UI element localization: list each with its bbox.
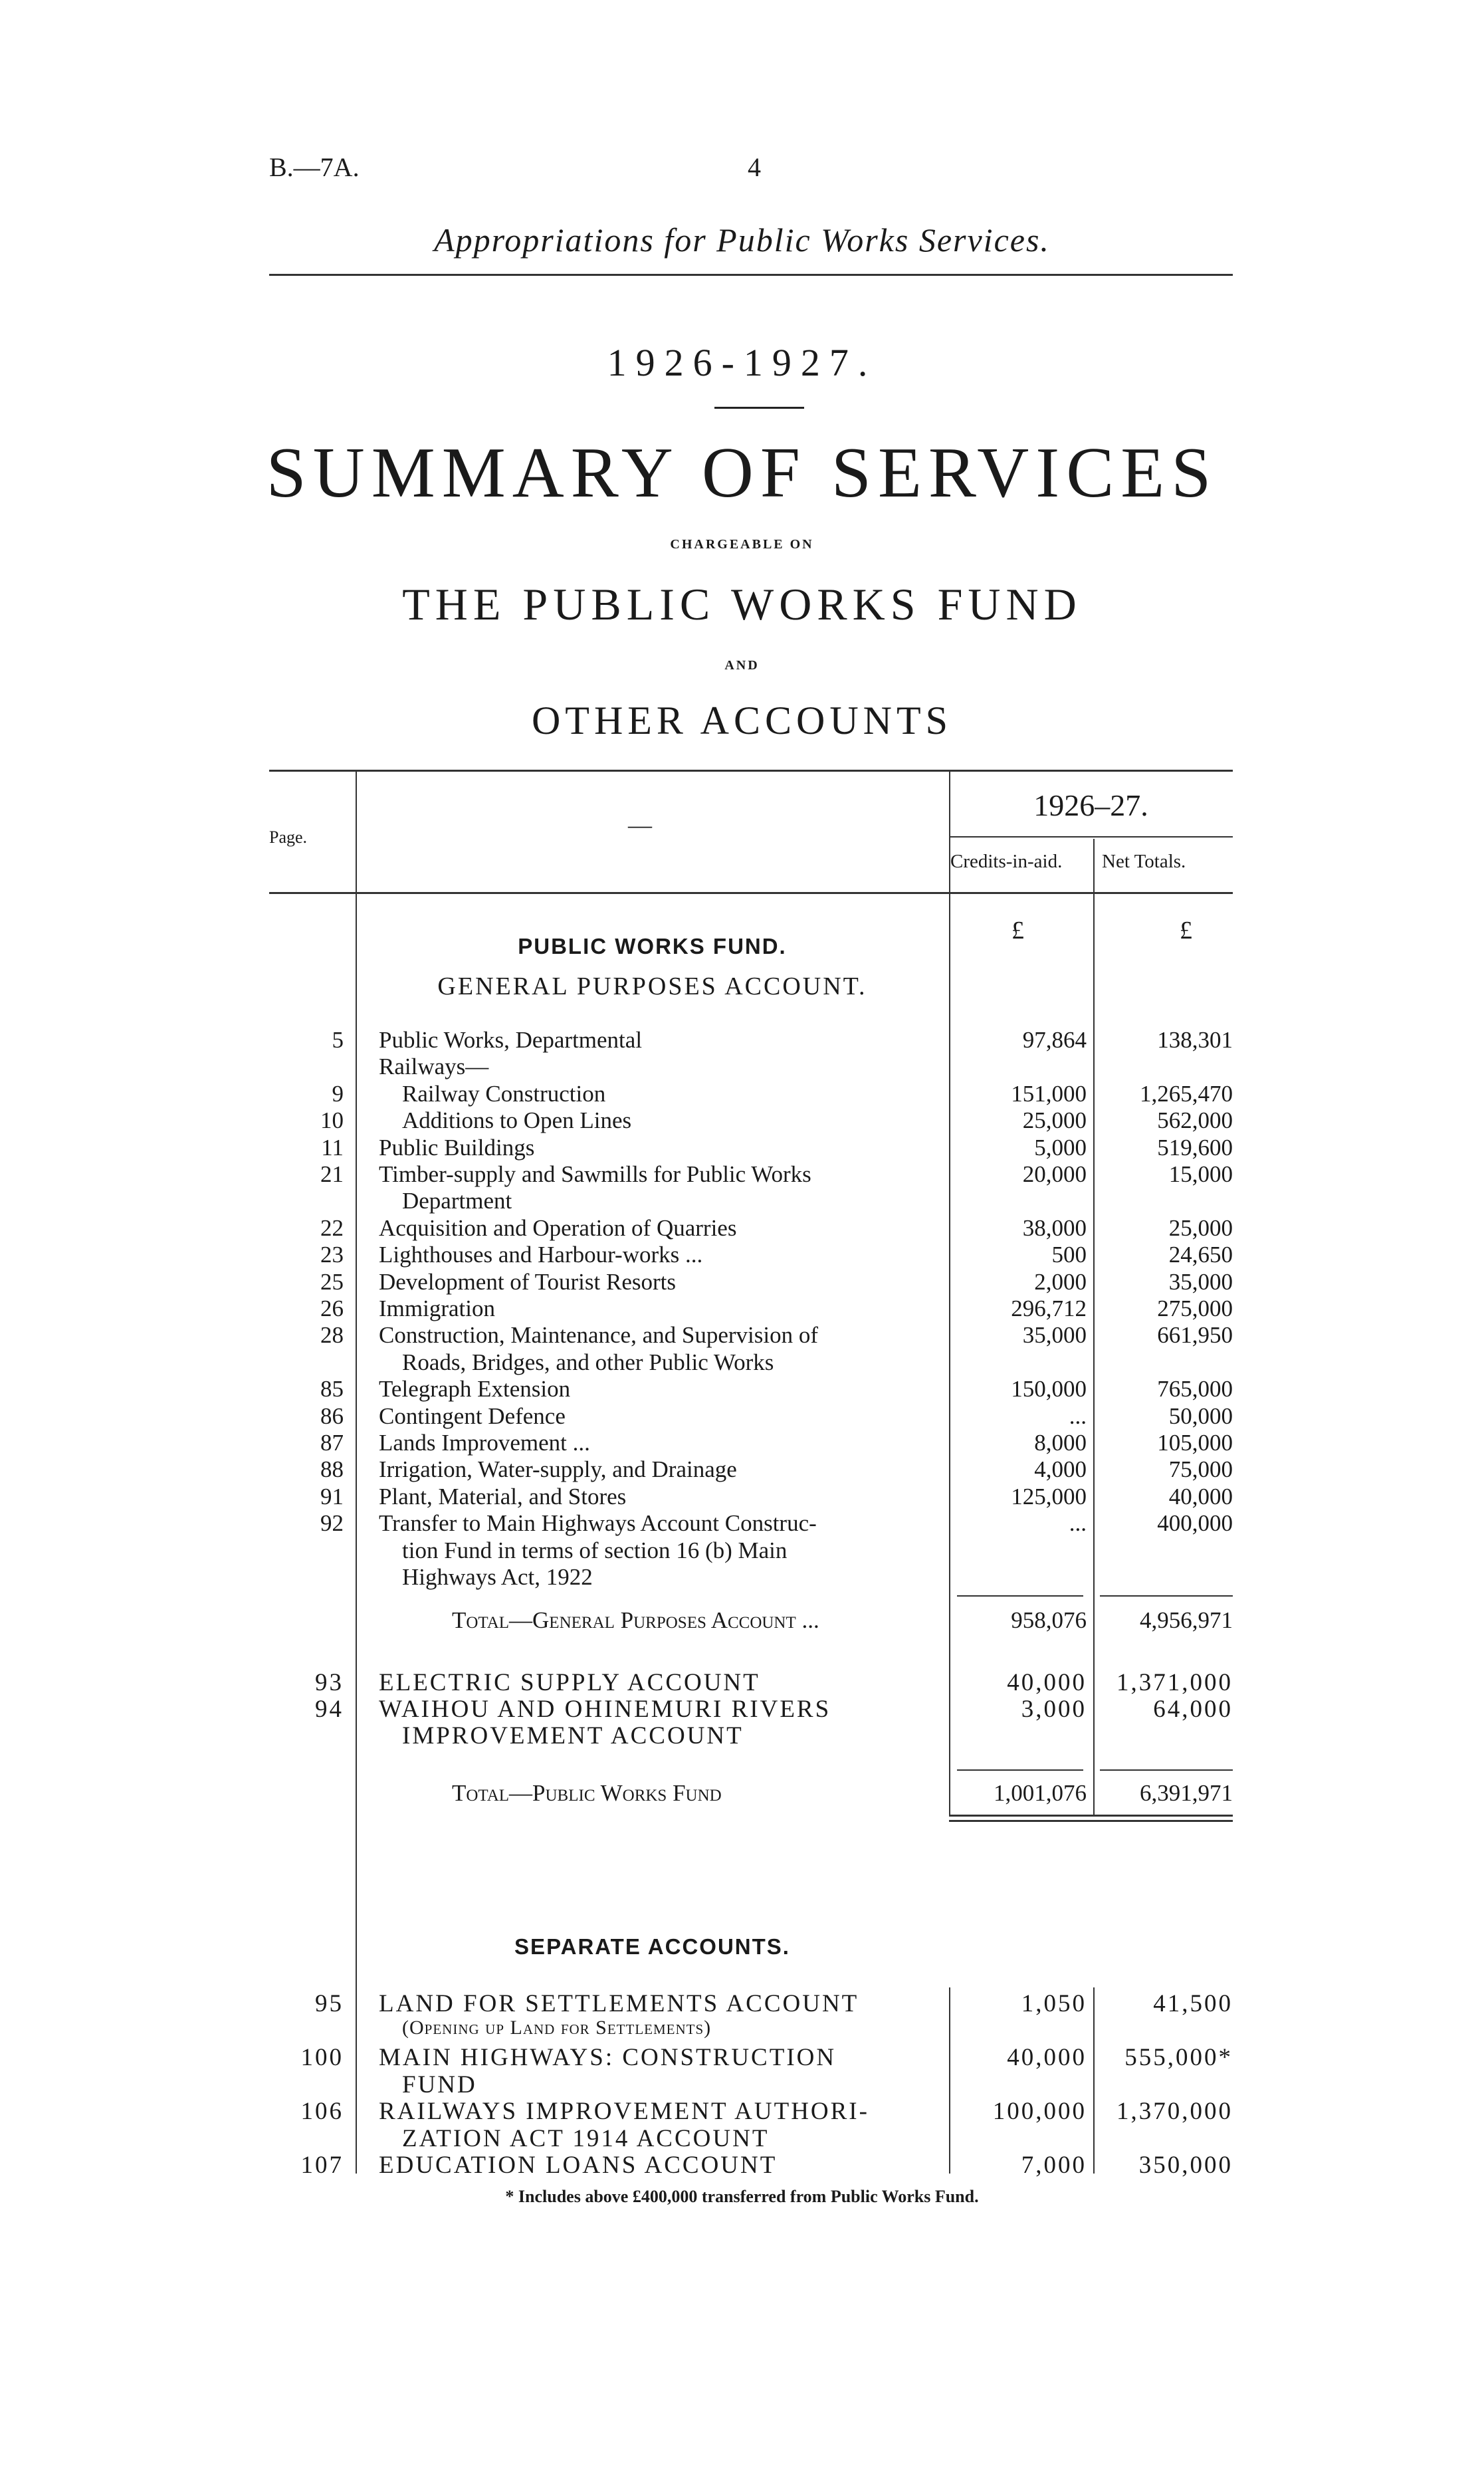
row-net: 661,950 bbox=[1157, 1322, 1233, 1349]
total-rule-credits bbox=[957, 1769, 1083, 1771]
row-net: 35,000 bbox=[1168, 1268, 1233, 1295]
row-description: (Opening up Land for Settlements) bbox=[402, 2016, 712, 2039]
table-row bbox=[269, 1161, 1233, 1188]
table-row bbox=[269, 2097, 1233, 2124]
double-rule-1 bbox=[949, 1815, 1233, 1817]
row-net: 275,000 bbox=[1157, 1295, 1233, 1321]
row-page: 22 bbox=[320, 1214, 344, 1241]
row-description: Public Works, Departmental bbox=[379, 1027, 643, 1053]
row-page: 25 bbox=[320, 1268, 344, 1295]
row-description: LAND FOR SETTLEMENTS ACCOUNT bbox=[379, 1990, 859, 2017]
row-description: Additions to Open Lines bbox=[402, 1107, 632, 1134]
row-description: Public Buildings bbox=[379, 1134, 535, 1161]
table-row bbox=[269, 1989, 1233, 2016]
row-net: 138,301 bbox=[1157, 1027, 1233, 1053]
row-net: 41,500 bbox=[1153, 1990, 1233, 2017]
total-public-works-label: Total—Public Works Fund bbox=[452, 1780, 722, 1806]
table-row bbox=[269, 1188, 1233, 1214]
document-reference: B.—7A. bbox=[269, 152, 360, 182]
column-header-year: 1926–27. bbox=[1033, 788, 1148, 822]
table-row bbox=[269, 1081, 1233, 1107]
row-credits: ... bbox=[1069, 1510, 1087, 1537]
total-general-purposes-label: Total—General Purposes Account ... bbox=[452, 1607, 819, 1633]
table-row bbox=[269, 1322, 1233, 1349]
table-row bbox=[269, 1376, 1233, 1402]
row-description: Construction, Maintenance, and Supervision of bbox=[379, 1322, 818, 1349]
row-description: EDUCATION LOANS ACCOUNT bbox=[379, 2152, 778, 2179]
row-description: ZATION ACT 1914 ACCOUNT bbox=[402, 2124, 770, 2152]
row-credits: 3,000 bbox=[1021, 1696, 1087, 1723]
row-page: 26 bbox=[320, 1295, 344, 1321]
chargeable-label: CHARGEABLE ON bbox=[670, 537, 814, 552]
table-row bbox=[269, 2124, 1233, 2151]
row-net: 40,000 bbox=[1168, 1483, 1233, 1510]
row-page: 11 bbox=[321, 1134, 344, 1161]
row-credits: 40,000 bbox=[1007, 1669, 1087, 1696]
row-credits: 151,000 bbox=[1011, 1080, 1087, 1107]
total-public-works-row bbox=[269, 1780, 1233, 1807]
table-top-rule bbox=[269, 770, 1233, 772]
title-divider bbox=[714, 407, 804, 409]
row-credits: 25,000 bbox=[1022, 1107, 1087, 1134]
row-credits: 97,864 bbox=[1022, 1027, 1087, 1053]
page-number: 4 bbox=[748, 152, 761, 182]
table-row bbox=[269, 1564, 1233, 1591]
row-credits: 4,000 bbox=[1034, 1456, 1087, 1483]
row-description: Railways— bbox=[379, 1054, 489, 1080]
row-net: 400,000 bbox=[1157, 1510, 1233, 1537]
table-row bbox=[269, 2043, 1233, 2070]
row-description: Transfer to Main Highways Account Construc- bbox=[379, 1510, 817, 1537]
row-description: RAILWAYS IMPROVEMENT AUTHORI- bbox=[379, 2098, 869, 2125]
row-page: 94 bbox=[315, 1696, 344, 1723]
credits-unit: £ bbox=[1011, 917, 1024, 945]
table-row bbox=[269, 2151, 1233, 2178]
row-credits: 40,000 bbox=[1007, 2044, 1087, 2071]
table-row bbox=[269, 1054, 1233, 1080]
summary-title: SUMMARY OF SERVICES bbox=[266, 433, 1218, 512]
general-purposes-heading: GENERAL PURPOSES ACCOUNT. bbox=[437, 972, 867, 1000]
total-general-purposes-credits: 958,076 bbox=[1011, 1607, 1087, 1633]
table-row bbox=[269, 1349, 1233, 1376]
year-header-rule bbox=[949, 836, 1233, 838]
row-page: 106 bbox=[300, 2098, 344, 2125]
table-row bbox=[269, 1456, 1233, 1483]
column-header-net: Net Totals. bbox=[1102, 851, 1186, 872]
column-header-page: Page. bbox=[269, 828, 308, 847]
total-general-purposes-net: 4,956,971 bbox=[1140, 1607, 1233, 1633]
row-credits: ... bbox=[1069, 1402, 1087, 1429]
row-page: 5 bbox=[332, 1027, 344, 1053]
column-header-description: — bbox=[628, 812, 652, 838]
row-description: FUND bbox=[402, 2071, 477, 2098]
row-description: Development of Tourist Resorts bbox=[379, 1268, 676, 1295]
subtotal-rule-credits bbox=[957, 1595, 1083, 1597]
row-net: 1,370,000 bbox=[1116, 2098, 1233, 2125]
row-credits: 8,000 bbox=[1034, 1430, 1087, 1456]
table-row bbox=[269, 1722, 1233, 1748]
row-description: Irrigation, Water-supply, and Drainage bbox=[379, 1456, 737, 1483]
row-description: Immigration bbox=[379, 1295, 495, 1321]
row-net: 765,000 bbox=[1157, 1376, 1233, 1402]
row-net: 105,000 bbox=[1157, 1430, 1233, 1456]
year-heading: 1926-1927. bbox=[607, 341, 877, 384]
table-row bbox=[269, 1510, 1233, 1537]
row-net: 64,000 bbox=[1153, 1696, 1233, 1723]
subtotal-rule-net bbox=[1100, 1595, 1233, 1597]
row-credits: 296,712 bbox=[1011, 1295, 1087, 1321]
row-description: ELECTRIC SUPPLY ACCOUNT bbox=[379, 1669, 760, 1696]
row-description: MAIN HIGHWAYS: CONSTRUCTION bbox=[379, 2044, 837, 2071]
row-description: WAIHOU AND OHINEMURI RIVERS bbox=[379, 1696, 831, 1723]
fund-title: THE PUBLIC WORKS FUND bbox=[402, 579, 1082, 629]
row-credits: 500 bbox=[1051, 1242, 1087, 1268]
header-rule bbox=[269, 274, 1233, 276]
row-credits: 2,000 bbox=[1034, 1268, 1087, 1295]
row-page: 93 bbox=[315, 1669, 344, 1696]
row-page: 85 bbox=[320, 1376, 344, 1402]
row-page: 28 bbox=[320, 1322, 344, 1349]
row-net: 50,000 bbox=[1168, 1402, 1233, 1429]
column-header-credits: Credits-in-aid. bbox=[950, 851, 1063, 872]
row-net: 75,000 bbox=[1168, 1456, 1233, 1483]
row-net: 562,000 bbox=[1157, 1107, 1233, 1134]
row-description: Roads, Bridges, and other Public Works bbox=[402, 1349, 774, 1375]
total-public-works-credits: 1,001,076 bbox=[994, 1780, 1087, 1806]
total-general-purposes-row bbox=[269, 1607, 1233, 1634]
table-row bbox=[269, 1403, 1233, 1430]
row-credits: 1,050 bbox=[1021, 1990, 1087, 2017]
row-page: 87 bbox=[320, 1430, 344, 1456]
other-accounts-title: OTHER ACCOUNTS bbox=[531, 699, 953, 742]
table-head-rule bbox=[269, 892, 1233, 894]
row-description: Telegraph Extension bbox=[379, 1376, 571, 1402]
separate-accounts-heading: SEPARATE ACCOUNTS. bbox=[514, 1934, 790, 1959]
row-description: IMPROVEMENT ACCOUNT bbox=[402, 1722, 744, 1749]
row-page: 107 bbox=[300, 2152, 344, 2179]
and-label: AND bbox=[724, 658, 760, 673]
row-page: 9 bbox=[332, 1080, 344, 1107]
row-page: 86 bbox=[320, 1402, 344, 1429]
row-page: 21 bbox=[320, 1161, 344, 1187]
row-credits: 35,000 bbox=[1022, 1322, 1087, 1349]
table-row bbox=[269, 1242, 1233, 1268]
row-net: 519,600 bbox=[1157, 1134, 1233, 1161]
row-description: Department bbox=[402, 1188, 512, 1214]
row-credits: 38,000 bbox=[1022, 1214, 1087, 1241]
total-public-works-net: 6,391,971 bbox=[1140, 1780, 1233, 1806]
table-row bbox=[269, 2017, 1233, 2043]
row-net: 25,000 bbox=[1168, 1214, 1233, 1241]
net-unit: £ bbox=[1180, 917, 1192, 945]
table-row bbox=[269, 1668, 1233, 1695]
running-title: Appropriations for Public Works Services. bbox=[434, 221, 1050, 259]
row-credits: 20,000 bbox=[1022, 1161, 1087, 1187]
row-net: 1,265,470 bbox=[1140, 1080, 1233, 1107]
table-row bbox=[269, 2071, 1233, 2097]
table-row bbox=[269, 1269, 1233, 1295]
double-rule-2 bbox=[949, 1820, 1233, 1822]
row-credits: 150,000 bbox=[1011, 1376, 1087, 1402]
row-page: 92 bbox=[320, 1510, 344, 1537]
table-row bbox=[269, 1215, 1233, 1242]
row-page: 91 bbox=[320, 1483, 344, 1510]
table-row bbox=[269, 1295, 1233, 1322]
row-description: tion Fund in terms of section 16 (b) Main bbox=[402, 1537, 788, 1563]
public-works-heading: PUBLIC WORKS FUND. bbox=[518, 934, 787, 958]
row-credits: 5,000 bbox=[1034, 1134, 1087, 1161]
row-net: 24,650 bbox=[1168, 1242, 1233, 1268]
row-credits: 100,000 bbox=[992, 2098, 1087, 2125]
table-row bbox=[269, 1027, 1233, 1054]
row-description: Plant, Material, and Stores bbox=[379, 1483, 627, 1510]
row-description: Lighthouses and Harbour-works ... bbox=[379, 1242, 703, 1268]
row-net: 15,000 bbox=[1168, 1161, 1233, 1187]
row-page: 10 bbox=[320, 1107, 344, 1134]
row-credits: 125,000 bbox=[1011, 1483, 1087, 1510]
table-row bbox=[269, 1430, 1233, 1456]
row-net: 350,000 bbox=[1138, 2152, 1233, 2179]
row-page: 88 bbox=[320, 1456, 344, 1483]
row-description: Railway Construction bbox=[402, 1080, 606, 1107]
row-description: Timber-supply and Sawmills for Public Works bbox=[379, 1161, 811, 1187]
row-page: 100 bbox=[300, 2044, 344, 2071]
table-row bbox=[269, 1135, 1233, 1161]
row-description: Lands Improvement ... bbox=[379, 1430, 590, 1456]
row-net: 555,000* bbox=[1124, 2044, 1233, 2071]
total-rule-net bbox=[1100, 1769, 1233, 1771]
table-row bbox=[269, 1107, 1233, 1134]
row-page: 95 bbox=[315, 1990, 344, 2017]
table-row bbox=[269, 1484, 1233, 1510]
footnote: * Includes above £400,000 transferred from Public Works Fund. bbox=[505, 2187, 979, 2206]
row-page: 23 bbox=[320, 1242, 344, 1268]
row-description: Contingent Defence bbox=[379, 1402, 566, 1429]
table-row bbox=[269, 1537, 1233, 1564]
table-row bbox=[269, 1695, 1233, 1722]
row-net: 1,371,000 bbox=[1116, 1669, 1233, 1696]
row-credits: 7,000 bbox=[1021, 2152, 1087, 2179]
row-description: Acquisition and Operation of Quarries bbox=[379, 1214, 737, 1241]
row-description: Highways Act, 1922 bbox=[402, 1564, 593, 1590]
